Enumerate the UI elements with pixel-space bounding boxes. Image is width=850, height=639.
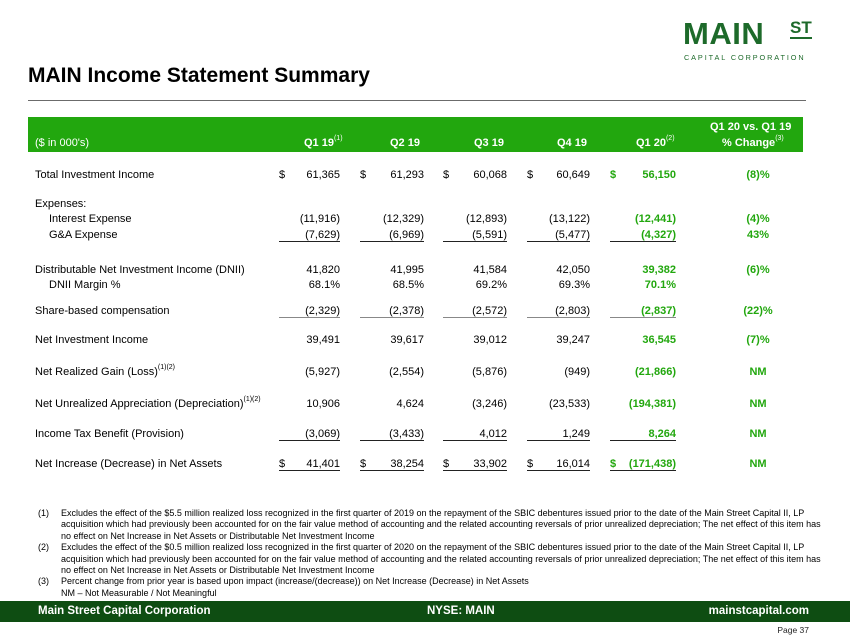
value-q2-19: 68.5% xyxy=(392,279,424,291)
value-q4-19: $ 16,014 xyxy=(527,458,590,470)
value-q4-19: 69.3% xyxy=(558,279,590,291)
percent-change: (22)% xyxy=(743,305,773,317)
value-q2-19: 41,995 xyxy=(390,264,424,276)
footer-ticker: NYSE: MAIN xyxy=(427,605,495,617)
value-q2-19: (12,329) xyxy=(383,213,424,225)
value-q3-19: (3,246) xyxy=(472,398,507,410)
percent-change: 43% xyxy=(746,229,770,241)
company-logo xyxy=(683,18,813,60)
value-q1-19: (5,927) xyxy=(305,366,340,378)
value-q1-20: (4,327) xyxy=(610,229,676,242)
footnote-1: (1) Excludes the effect of the $5.5 million realized loss recognized in the first quarter of 2019 on the repayment of the SBIC debentures issued prior to the date of the Main Street Capital II, LP acquisition which had previously been accounted for on the fair value method of accounting and the related accounting reversals of prior unrealized depreciation; The net effect of this item has no effect on Net Increase in Net Assets or Distributable Net Investment Income xyxy=(38,508,821,541)
footnotes xyxy=(38,508,828,599)
value-q3-19: $ 60,068 xyxy=(443,169,507,181)
row-label: Net Realized Gain (Loss)$^{(1)(2)}$ xyxy=(35,364,176,378)
row-label: Expenses: xyxy=(35,198,87,210)
footer-company: Main Street Capital Corporation xyxy=(38,605,211,617)
col-header-q2-19: Q2 19 xyxy=(390,137,420,149)
value-q1-20: 36,545 xyxy=(642,334,676,346)
value-q2-19: (2,378) xyxy=(360,305,424,318)
percent-change: NM xyxy=(749,458,767,470)
row-label: Net Unrealized Appreciation (Depreciation)$^{(1)(2)}$ xyxy=(35,396,261,410)
value-q4-19: 42,050 xyxy=(556,264,590,276)
value-q3-19: 69.2% xyxy=(475,279,507,291)
value-q1-20: (194,381) xyxy=(628,398,676,410)
change-header-line1: Q1 20 vs. Q1 19 xyxy=(710,121,792,133)
col-header-q3-19: Q3 19 xyxy=(474,137,504,149)
value-q1-20: $ 56,150 xyxy=(610,169,676,181)
col-header-q1-20: Q1 20$^{(2)}$ xyxy=(636,135,675,149)
value-q4-19: (949) xyxy=(564,366,590,378)
units-label: ($ in 000's) xyxy=(35,137,90,149)
percent-change: (7)% xyxy=(746,334,770,346)
table-row-net-unrealized-appreciation xyxy=(28,398,803,413)
value-q4-19: 1,249 xyxy=(527,428,590,441)
table-row-expenses-heading xyxy=(28,198,803,213)
row-label: G&A Expense xyxy=(49,229,118,241)
row-label: Net Increase (Decrease) in Net Assets xyxy=(35,458,223,470)
value-q1-20: (21,866) xyxy=(635,366,676,378)
table-row-net-investment-income xyxy=(28,334,803,349)
value-q3-19: $ 33,902 xyxy=(443,458,507,470)
value-q1-20: $ (171,438) xyxy=(610,458,676,470)
value-q4-19: (5,477) xyxy=(527,229,590,242)
value-q3-19: 41,584 xyxy=(473,264,507,276)
percent-change: (8)% xyxy=(746,169,770,181)
percent-change: NM xyxy=(749,366,767,378)
value-q3-19: (2,572) xyxy=(443,305,507,318)
row-label: Distributable Net Investment Income (DNII) xyxy=(35,264,245,276)
value-q2-19: $ 61,293 xyxy=(360,169,424,181)
table-row-income-tax xyxy=(28,428,803,443)
row-label: DNII Margin % xyxy=(49,279,121,291)
row-label: Income Tax Benefit (Provision) xyxy=(35,428,184,440)
value-q3-19: (5,591) xyxy=(443,229,507,242)
value-q2-19: $ 38,254 xyxy=(360,458,424,470)
table-row-dnii-margin xyxy=(28,279,803,294)
change-header-line2: % Change$^{(3)}$ xyxy=(722,135,784,149)
value-q1-19: (3,069) xyxy=(279,428,340,441)
value-q1-19: (7,629) xyxy=(279,229,340,242)
value-q1-19: (11,916) xyxy=(299,213,340,225)
value-q2-19: (3,433) xyxy=(360,428,424,441)
table-header xyxy=(28,117,803,152)
value-q1-19: 10,906 xyxy=(306,398,340,410)
value-q3-19: 39,012 xyxy=(473,334,507,346)
row-label: Share-based compensation xyxy=(35,305,170,317)
footnote-2: (2) Excludes the effect of the $0.5 million realized loss recognized in the first quarter of 2020 on the repayment of the SBIC debentures issued prior to the date of the Main Street Capital II, LP acquisition which had previously been accounted for on the fair value method of accounting and the related accounting reversals of prior unrealized depreciation; The net effect of this item has no effect on Net Increase in Net Assets or Distributable Net Investment Income xyxy=(38,542,821,576)
value-q3-19: (12,893) xyxy=(466,213,507,225)
value-q4-19: 39,247 xyxy=(556,334,590,346)
value-q4-19: (23,533) xyxy=(549,398,590,410)
row-label: Total Investment Income xyxy=(35,169,155,181)
table-row-net-realized-gain-loss xyxy=(28,366,803,381)
table-row-dnii xyxy=(28,264,803,279)
title-divider xyxy=(28,100,806,101)
footer-bar xyxy=(0,601,850,622)
value-q4-19: (13,122) xyxy=(549,213,590,225)
value-q1-19: (2,329) xyxy=(279,305,340,318)
page-number: Page 37 xyxy=(777,625,809,635)
footnote-nm: NM – Not Measurable / Not Meaningful xyxy=(61,587,217,598)
value-q4-19: (2,803) xyxy=(527,305,590,318)
logo-st-text: ST xyxy=(790,18,812,37)
table-row-share-based-compensation xyxy=(28,305,803,320)
value-q1-20: 70.1% xyxy=(644,279,676,291)
value-q1-19: 68.1% xyxy=(308,279,340,291)
table-row-ga-expense xyxy=(28,229,803,244)
value-q2-19: (6,969) xyxy=(360,229,424,242)
percent-change: (4)% xyxy=(746,213,770,225)
value-q4-19: $ 60,649 xyxy=(527,169,590,181)
value-q2-19: 39,617 xyxy=(390,334,424,346)
logo-main-text: MAIN xyxy=(683,16,765,51)
footnote-3: (3) Percent change from prior year is based upon impact (increase/(decrease)) on Net Increase (Decrease) in Net Assets xyxy=(38,576,529,587)
page-title: MAIN Income Statement Summary xyxy=(28,64,370,87)
table-row-total-investment-income xyxy=(28,169,803,184)
row-label: Interest Expense xyxy=(49,213,132,225)
value-q2-19: (2,554) xyxy=(389,366,424,378)
value-q1-19: $ 41,401 xyxy=(279,458,340,470)
value-q1-19: 41,820 xyxy=(306,264,340,276)
percent-change: NM xyxy=(749,398,767,410)
value-q3-19: 4,012 xyxy=(443,428,507,441)
percent-change: NM xyxy=(749,428,767,440)
value-q3-19: (5,876) xyxy=(472,366,507,378)
row-label: Net Investment Income xyxy=(35,334,149,346)
footer-website[interactable]: mainstcapital.com xyxy=(708,605,809,617)
percent-change: (6)% xyxy=(746,264,770,276)
value-q1-20: 8,264 xyxy=(610,428,676,441)
logo-subtitle: CAPITAL CORPORATION xyxy=(684,53,806,62)
value-q1-19: 39,491 xyxy=(306,334,340,346)
value-q1-19: $ 61,365 xyxy=(279,169,340,181)
value-q2-19: 4,624 xyxy=(396,398,424,410)
value-q1-20: (12,441) xyxy=(635,213,676,225)
value-q1-20: (2,837) xyxy=(610,305,676,318)
col-header-q1-19: Q1 19$^{(1)}$ xyxy=(304,135,343,149)
table-row-net-increase-decrease xyxy=(28,458,803,473)
table-row-interest-expense xyxy=(28,213,803,228)
value-q1-20: 39,382 xyxy=(642,264,676,276)
col-header-q4-19: Q4 19 xyxy=(557,137,587,149)
